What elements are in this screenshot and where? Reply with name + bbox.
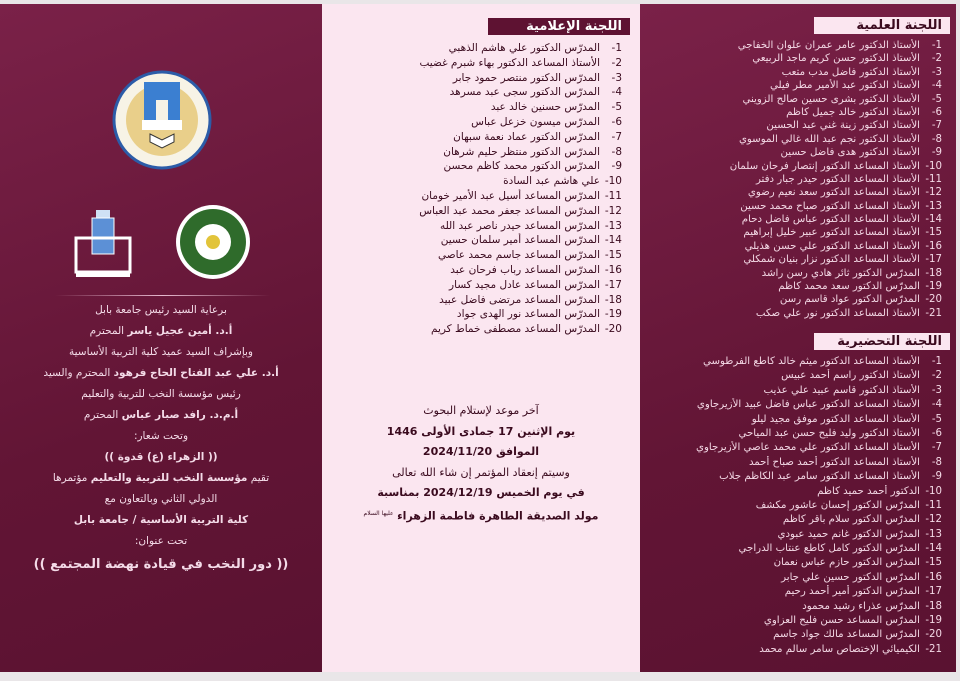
list-item bbox=[650, 427, 942, 441]
text-line: رئيس مؤسسة النخب للتربية والتعليم bbox=[81, 388, 241, 400]
item-number: 7- bbox=[931, 442, 942, 454]
text-line: المحترم bbox=[83, 409, 122, 421]
item-number: 12- bbox=[925, 514, 942, 526]
dean-name: أ.د. علي عبد الفتاح الحاج فرهود bbox=[113, 367, 279, 379]
item-number: 14- bbox=[925, 214, 942, 226]
honorific: عليها السلام bbox=[363, 509, 394, 517]
member-name: المدرّس الدكتور منتظر حليم شرهان bbox=[443, 145, 600, 158]
list-item bbox=[650, 106, 942, 119]
media-committee-title: اللجنة الإعلامية bbox=[488, 18, 630, 35]
list-item bbox=[334, 85, 622, 100]
member-name: المدرّس الدكتور ثائر هادي رسن راشد bbox=[761, 267, 920, 279]
member-name: الأستاذ الدكتور قاسم عبيد علي عذيب bbox=[763, 384, 920, 396]
text-line: برعاية السيد رئيس جامعة بابل bbox=[95, 304, 227, 316]
deadline-gregorian: الموافق 2024/11/20 bbox=[422, 445, 540, 458]
list-item bbox=[650, 369, 942, 383]
item-number: 9- bbox=[931, 471, 942, 483]
member-name: الكيميائي الإختصاص سامر سالم محمد bbox=[759, 643, 920, 655]
list-item bbox=[650, 585, 942, 599]
list-item bbox=[650, 571, 942, 585]
member-name: الأستاذ المساعد الدكتور علي محمد عاصي الأزيرجاوي bbox=[695, 442, 920, 454]
list-item bbox=[334, 263, 622, 278]
list-item bbox=[650, 628, 942, 642]
member-name: المدرّس الدكتور سلام باقر كاظم bbox=[782, 514, 920, 526]
member-name: الأستاذ الدكتور عبد الأمير مطر فيلي bbox=[769, 80, 920, 92]
member-name: الأستاذ المساعد الدكتور سامر عبد الكاظم جلاب bbox=[719, 471, 920, 483]
item-number: 15- bbox=[925, 227, 942, 239]
text-line: وبإشراف السيد عميد كلية التربية الأساسية bbox=[68, 346, 254, 358]
item-number: 7- bbox=[611, 130, 622, 143]
college-name: كلية التربية الأساسية / جامعة بابل bbox=[73, 514, 249, 526]
list-item bbox=[650, 267, 942, 280]
item-number: 1- bbox=[611, 42, 622, 54]
list-item bbox=[650, 133, 942, 146]
item-number: 12- bbox=[925, 187, 942, 199]
list-item bbox=[650, 93, 942, 106]
item-number: 5- bbox=[611, 101, 622, 114]
item-number: 19- bbox=[925, 281, 942, 293]
member-name: الأستاذ المساعد الدكتور سعد نعيم رضوي bbox=[747, 187, 920, 199]
item-number: 20- bbox=[604, 323, 622, 336]
item-number: 18- bbox=[925, 600, 942, 612]
list-item bbox=[650, 226, 942, 239]
list-item bbox=[650, 556, 942, 570]
item-number: 6- bbox=[931, 106, 942, 118]
member-name: المدرّس المساعد رباب فرحان عبد bbox=[450, 263, 600, 276]
media-committee-list bbox=[334, 41, 622, 337]
list-item bbox=[650, 146, 942, 159]
item-number: 20- bbox=[925, 294, 942, 306]
slogan: (( الزهراء (ع) قدوة )) bbox=[104, 451, 218, 463]
member-name: الأستاذ الدكتور بشرى حسين صالح الزويني bbox=[742, 93, 920, 105]
deadline-label: آخر موعد لإستلام البحوث bbox=[423, 404, 539, 417]
list-item bbox=[650, 398, 942, 412]
list-item bbox=[650, 200, 942, 213]
college-of-basic-education-logo bbox=[72, 208, 134, 280]
member-name: المدرّس الدكتور أمير أحمد رحيم bbox=[784, 586, 920, 598]
member-name: الأستاذ المساعد الدكتور نور علي صكب bbox=[755, 307, 920, 319]
item-number: 3- bbox=[931, 66, 942, 78]
left-panel bbox=[0, 4, 322, 672]
list-item bbox=[650, 253, 942, 266]
member-name: المدرّس الدكتور منتصر حمود جابر bbox=[452, 71, 600, 84]
member-name: الأستاذ المساعد الدكتور عبير خليل إبراهيم bbox=[743, 227, 920, 239]
member-name: المدرّس المساعد أمير سلمان حسين bbox=[440, 234, 600, 247]
occasion: مولد الصديقة الطاهرة فاطمة الزهراء bbox=[397, 509, 599, 523]
list-item bbox=[334, 219, 622, 234]
member-name: المدرّس عذراء رشيد محمود bbox=[802, 600, 920, 612]
item-number: 20- bbox=[925, 629, 942, 641]
item-number: 6- bbox=[931, 427, 942, 439]
preparatory-committee-title: اللجنة التحضيرية bbox=[814, 333, 950, 350]
list-item bbox=[334, 56, 622, 71]
member-name: المدرّس المساعد حيدر ناصر عبد الله bbox=[439, 219, 600, 232]
item-number: 9- bbox=[931, 147, 942, 159]
foundation-head-name: أ.م.د. رافد صبار عباس bbox=[121, 409, 239, 421]
item-number: 9- bbox=[611, 160, 622, 173]
divider bbox=[55, 295, 270, 296]
item-number: 12- bbox=[604, 204, 622, 217]
item-number: 19- bbox=[604, 308, 622, 321]
member-name: الأستاذ المساعد الدكتور ميثم خالد كاطع الفرطوسي bbox=[703, 356, 920, 367]
conference-date: في يوم الخميس 2024/12/19 بمناسبة bbox=[377, 486, 585, 499]
preparatory-committee-list bbox=[650, 355, 942, 657]
member-name: المدرّس المساعد جاسم محمد عاصي bbox=[437, 249, 600, 262]
list-item bbox=[334, 204, 622, 219]
list-item bbox=[650, 413, 942, 427]
list-item bbox=[650, 355, 942, 369]
list-item bbox=[334, 307, 622, 322]
text-line: مؤتمرها bbox=[52, 472, 91, 484]
item-number: 8- bbox=[611, 145, 622, 158]
list-item bbox=[650, 542, 942, 556]
list-item bbox=[650, 293, 942, 306]
right-panel bbox=[640, 4, 956, 672]
list-item bbox=[334, 71, 622, 86]
item-number: 13- bbox=[925, 528, 942, 540]
list-item bbox=[650, 513, 942, 527]
member-name: المدرّس الدكتور سجى عبد مسرهد bbox=[449, 86, 600, 99]
text-line: وتحت شعار: bbox=[133, 430, 189, 442]
member-name: الأستاذ الدكتور خالد جميل كاظم bbox=[786, 106, 920, 118]
foundation-name: مؤسسة النخب للتربية والتعليم bbox=[90, 472, 248, 484]
member-name: المدرّس المساعد نور الهدى جواد bbox=[456, 308, 600, 321]
member-name: الأستاذ المساعد الدكتور صباح محمد حسين bbox=[740, 200, 920, 212]
list-item bbox=[650, 643, 942, 657]
item-number: 7- bbox=[931, 120, 942, 132]
member-name: المدرّس حسنين خالد عبد bbox=[490, 101, 600, 114]
conference-label: وسيتم إنعقاد المؤتمر إن شاء الله تعالى bbox=[392, 465, 570, 479]
member-name: المدرّس المساعد عادل مجيد كسار bbox=[449, 278, 600, 291]
member-name: المدرّس المساعد حسن فليح العزاوي bbox=[763, 615, 920, 627]
member-name: المدرّس الدكتور حازم عباس نعمان bbox=[773, 557, 920, 569]
item-number: 4- bbox=[931, 399, 942, 411]
member-name: المدرّس المساعد مصطفى خماط كريم bbox=[430, 323, 600, 336]
dates-text bbox=[322, 401, 640, 524]
member-name: المدرّس الدكتور محمد كاظم محسن bbox=[443, 160, 600, 173]
item-number: 18- bbox=[604, 293, 622, 306]
list-item bbox=[334, 145, 622, 160]
item-number: 18- bbox=[925, 267, 942, 279]
item-number: 21- bbox=[925, 643, 942, 655]
item-number: 14- bbox=[604, 234, 622, 247]
list-item bbox=[650, 240, 942, 253]
item-number: 16- bbox=[925, 240, 942, 252]
list-item bbox=[650, 213, 942, 226]
item-number: 11- bbox=[925, 173, 942, 185]
item-number: 3- bbox=[931, 384, 942, 396]
member-name: الأستاذ المساعد الدكتور عباس فاضل عبيد الأزيرجاوي bbox=[696, 399, 920, 411]
member-name: الأستاذ الدكتور فاضل مدب متعب bbox=[781, 66, 920, 78]
member-name: المدرّس الدكتور إحسان عاشور مكشف bbox=[755, 499, 920, 511]
item-number: 5- bbox=[931, 413, 942, 425]
item-number: 2- bbox=[611, 56, 622, 69]
member-name: المدرّس المساعد مالك جواد جاسم bbox=[773, 629, 920, 641]
list-item bbox=[650, 499, 942, 513]
item-number: 11- bbox=[604, 189, 622, 202]
member-name: الأستاذ الدكتور زينة غني عبد الحسين bbox=[766, 120, 920, 132]
president-name: أ.د. أمين عجيل ياسر bbox=[127, 325, 233, 337]
item-number: 10- bbox=[925, 485, 942, 497]
member-name: المدرّس الدكتور حسين علي جابر bbox=[781, 571, 920, 583]
member-name: الأستاذ المساعد الدكتور إنتصار فرحان سلمان bbox=[729, 160, 920, 172]
list-item bbox=[334, 115, 622, 130]
member-name: الدكتور أحمد حميد كاظم bbox=[817, 485, 920, 497]
list-item bbox=[650, 470, 942, 484]
list-item bbox=[650, 39, 942, 52]
list-item bbox=[334, 159, 622, 174]
item-number: 1- bbox=[931, 356, 942, 367]
list-item bbox=[650, 307, 942, 320]
item-number: 13- bbox=[925, 200, 942, 212]
item-number: 3- bbox=[611, 71, 622, 84]
item-number: 5- bbox=[931, 93, 942, 105]
list-item bbox=[650, 384, 942, 398]
item-number: 16- bbox=[925, 571, 942, 583]
deadline-hijri: يوم الإثنين 17 جمادى الأولى 1446 bbox=[386, 424, 576, 438]
member-name: المدرّس المساعد جعفر محمد عبد العباس bbox=[419, 204, 600, 217]
list-item bbox=[650, 614, 942, 628]
member-name: المدرّس الدكتور عواد قاسم رسن bbox=[779, 294, 920, 306]
list-item bbox=[650, 79, 942, 92]
list-item bbox=[650, 456, 942, 470]
list-item bbox=[650, 52, 942, 65]
item-number: 4- bbox=[931, 80, 942, 92]
member-name: المدرّس المساعد أسيل عبد الأمير خومان bbox=[421, 189, 600, 202]
text-line: تحت عنوان: bbox=[134, 535, 188, 547]
item-number: 2- bbox=[931, 370, 942, 382]
item-number: 6- bbox=[611, 115, 622, 128]
scientific-committee-title: اللجنة العلمية bbox=[814, 17, 950, 34]
list-item bbox=[650, 528, 942, 542]
list-item bbox=[334, 130, 622, 145]
member-name: المدرّس الدكتور غانم حميد عبودي bbox=[777, 528, 920, 540]
list-item bbox=[334, 174, 622, 189]
list-item bbox=[650, 280, 942, 293]
member-name: الأستاذ المساعد الدكتور أحمد صباح أحمد bbox=[748, 456, 920, 468]
member-name: الأستاذ الدكتور حسن كريم ماجد الربيعي bbox=[752, 53, 920, 65]
item-number: 15- bbox=[925, 557, 942, 569]
member-name: الأستاذ الدكتور عامر عمران علوان الخفاجي bbox=[737, 40, 920, 51]
middle-panel bbox=[322, 4, 640, 672]
member-name: الأستاذ المساعد الدكتور عباس فاضل دحام bbox=[741, 214, 920, 226]
list-item bbox=[334, 189, 622, 204]
list-item bbox=[334, 322, 622, 337]
list-item bbox=[650, 485, 942, 499]
item-number: 10- bbox=[604, 175, 622, 188]
item-number: 8- bbox=[931, 133, 942, 145]
item-number: 19- bbox=[925, 615, 942, 627]
text-line: الدولي الثاني وبالتعاون مع bbox=[104, 493, 218, 505]
item-number: 11- bbox=[925, 499, 942, 511]
item-number: 17- bbox=[925, 254, 942, 266]
item-number: 8- bbox=[931, 456, 942, 468]
member-name: الأستاذ المساعد الدكتور علي حسن هذيلي bbox=[744, 240, 920, 252]
item-number: 16- bbox=[604, 263, 622, 276]
item-number: 17- bbox=[925, 586, 942, 598]
member-name: المدرّس المساعد مرتضى فاضل عبيد bbox=[439, 293, 600, 306]
text-line: المحترم bbox=[89, 325, 128, 337]
item-number: 10- bbox=[925, 160, 942, 172]
member-name: المدرّس ميسون خزعل عباس bbox=[471, 115, 600, 128]
list-item bbox=[650, 119, 942, 132]
elite-foundation-logo bbox=[175, 204, 251, 280]
item-number: 15- bbox=[604, 249, 622, 262]
list-item bbox=[650, 186, 942, 199]
conference-title: (( دور النخب في قيادة نهضة المجتمع )) bbox=[33, 557, 289, 572]
member-name: الأستاذ الدكتور هدى فاضل حسين bbox=[780, 147, 920, 159]
list-item bbox=[334, 278, 622, 293]
member-name: الأستاذ المساعد الدكتور حيدر جبار دفتر bbox=[755, 173, 920, 185]
text-line: تقيم bbox=[247, 472, 270, 484]
list-item bbox=[650, 160, 942, 173]
list-item bbox=[334, 41, 622, 56]
member-name: الأستاذ الدكتور راسم أحمد عبيس bbox=[781, 370, 920, 382]
list-item bbox=[650, 66, 942, 79]
list-item bbox=[650, 600, 942, 614]
item-number: 4- bbox=[611, 86, 622, 99]
patronage-text bbox=[0, 300, 322, 578]
member-name: الأستاذ المساعد الدكتور بهاء شبرم غضيب bbox=[419, 56, 600, 69]
item-number: 1- bbox=[931, 40, 942, 51]
member-name: الأستاذ المساعد الدكتور موفق مجيد ليلو bbox=[751, 413, 920, 425]
list-item bbox=[334, 100, 622, 115]
member-name: المدرّس الدكتور عماد نعمة سبهان bbox=[453, 130, 600, 143]
text-line: المحترم والسيد bbox=[43, 367, 114, 379]
item-number: 21- bbox=[925, 307, 942, 319]
university-of-babylon-logo bbox=[112, 70, 212, 170]
scientific-committee-list bbox=[650, 39, 942, 320]
list-item bbox=[650, 441, 942, 455]
member-name: الأستاذ المساعد الدكتور نزار بنيان شمكلي bbox=[743, 254, 920, 266]
member-name: المدرّس الدكتور كامل كاطع عنتاب الدراجي bbox=[738, 543, 920, 555]
item-number: 13- bbox=[604, 219, 622, 232]
item-number: 2- bbox=[931, 53, 942, 65]
member-name: الأستاذ الدكتور نجم عبد الله غالي الموسوي bbox=[738, 133, 920, 145]
member-name: علي هاشم عبد السادة bbox=[503, 175, 600, 188]
member-name: المدرّس الدكتور سعد محمد كاظم bbox=[778, 281, 920, 293]
member-name: الأستاذ الدكتور وليد فليح حسن عبد المياحي bbox=[738, 427, 920, 439]
list-item bbox=[334, 248, 622, 263]
member-name: المدرّس الدكتور علي هاشم الذهبي bbox=[448, 42, 600, 54]
item-number: 14- bbox=[925, 543, 942, 555]
item-number: 17- bbox=[604, 278, 622, 291]
list-item bbox=[650, 173, 942, 186]
list-item bbox=[334, 293, 622, 308]
list-item bbox=[334, 233, 622, 248]
